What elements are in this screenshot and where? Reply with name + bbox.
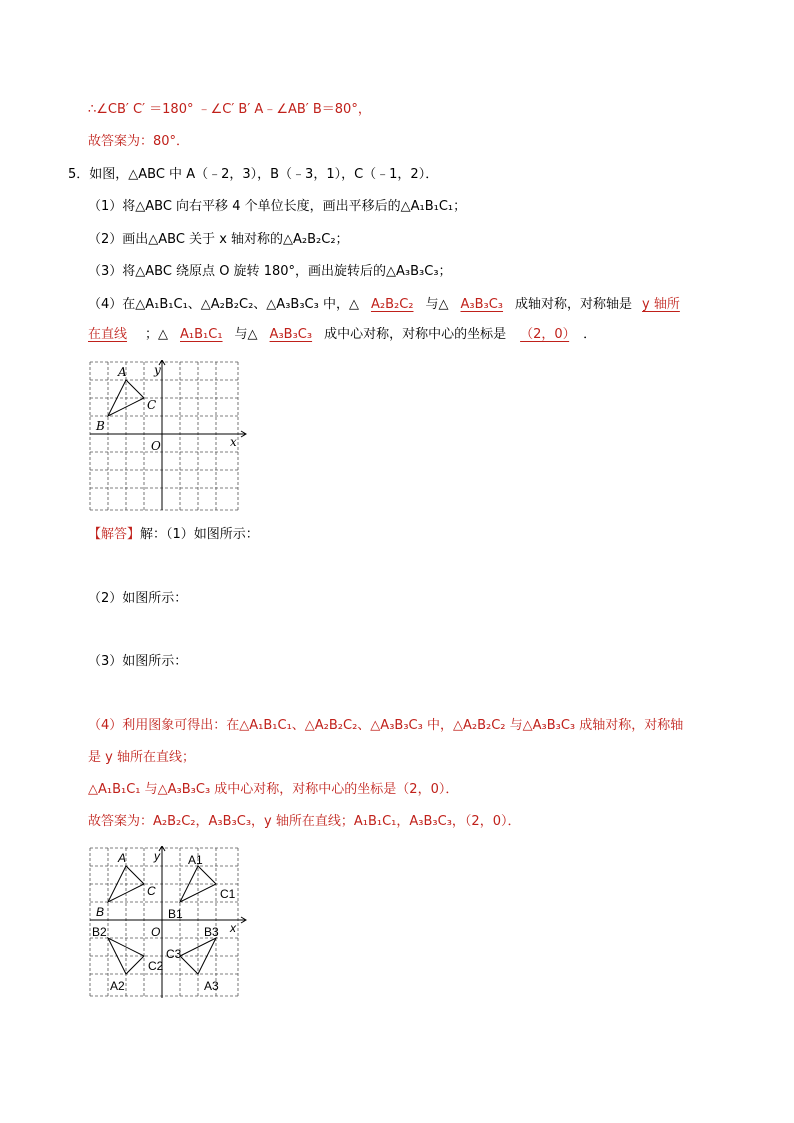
prev-answer-line: 故答案为：80°． bbox=[88, 134, 190, 149]
fig1-label-C: C bbox=[147, 398, 157, 412]
question-5-part-4-line2 bbox=[88, 326, 596, 344]
fig1-label-y: y bbox=[154, 363, 161, 377]
fig2-label-O: O bbox=[151, 925, 161, 939]
blank-axis-sym-2: A₃B₃C₃ bbox=[460, 297, 504, 312]
blank-axis-cont: 在直线 bbox=[88, 327, 128, 342]
fig2-label-y: y bbox=[154, 849, 160, 863]
prev-angle-line: ∴∠CB′ C′ ＝180° ﹣∠C′ B′ A﹣∠AB′ B＝80°， bbox=[88, 102, 371, 117]
p4-text-c: 成轴对称，对称轴是 bbox=[515, 297, 633, 312]
figure-2-grid bbox=[88, 846, 252, 1002]
answer-1-text: 解：（1）如图所示： bbox=[140, 527, 259, 542]
fig2-label-A: A bbox=[118, 851, 127, 865]
figure-1-grid bbox=[88, 360, 252, 514]
fig2-label-A2: A2 bbox=[110, 979, 125, 993]
question-5-part-2: （2）画出△ABC 关于 x 轴对称的△A₂B₂C₂； bbox=[88, 232, 349, 247]
fig2-label-B3: B3 bbox=[204, 925, 219, 939]
fig2-label-C3: C3 bbox=[166, 947, 182, 961]
fig2-label-A3: A3 bbox=[204, 979, 219, 993]
fig2-label-A1: A1 bbox=[188, 853, 203, 867]
answer-final bbox=[88, 813, 520, 831]
answer-part-1 bbox=[88, 526, 259, 544]
question-5-stem: 5．如图，△ABC 中 A（﹣2，3），B（﹣3，1），C（﹣1，2）． bbox=[68, 167, 439, 182]
answer-final-text: 故答案为：A₂B₂C₂，A₃B₃C₃，y 轴所在直线；A₁B₁C₁，A₃B₃C₃，（2，0）． bbox=[88, 814, 521, 829]
fig2-label-C2: C2 bbox=[148, 959, 164, 973]
question-5-part-1: （1）将△ABC 向右平移 4 个单位长度，画出平移后的△A₁B₁C₁； bbox=[88, 199, 467, 214]
p4-text-a: （4）在△A₁B₁C₁、△A₂B₂C₂、△A₃B₃C₃ 中，△ bbox=[88, 297, 359, 312]
p4-text-f: 成中心对称，对称中心的坐标是 bbox=[324, 327, 507, 342]
blank-axis-sym-1: A₂B₂C₂ bbox=[370, 297, 414, 312]
answer-part-3: （3）如图所示： bbox=[88, 654, 188, 669]
fig1-label-B: B bbox=[96, 419, 105, 433]
fig2-label-C: C bbox=[147, 884, 156, 898]
p4-text-d: ；△ bbox=[145, 327, 169, 342]
p4-text-g: ． bbox=[583, 327, 597, 342]
answer-part-4-line1: （4）利用图象可得出：在△A₁B₁C₁、△A₂B₂C₂、△A₃B₃C₃ 中，△A₂B₂C₂ 与△A₃B₃C₃ 成轴对称，对称轴 bbox=[88, 718, 684, 733]
fig2-label-B1: B1 bbox=[168, 907, 183, 921]
question-5-part-3: （3）将△ABC 绕原点 O 旋转 180°，画出旋转后的△A₃B₃C₃； bbox=[88, 264, 452, 279]
fig2-label-B: B bbox=[96, 905, 105, 919]
fig2-label-B2: B2 bbox=[92, 925, 107, 939]
fig2-label-C1: C1 bbox=[220, 887, 236, 901]
answer-part-4-line2: 是 y 轴所在直线； bbox=[88, 750, 195, 765]
p4-text-e: 与△ bbox=[234, 327, 258, 342]
answer-part-4-line3: △A₁B₁C₁ 与△A₃B₃C₃ 成中心对称，对称中心的坐标是（2，0）． bbox=[88, 782, 459, 797]
blank-center-sym-1: A₁B₁C₁ bbox=[180, 327, 223, 342]
fig1-label-A: A bbox=[118, 365, 127, 379]
answer-tag: 【解答】 bbox=[88, 527, 141, 542]
fig1-label-O: O bbox=[151, 439, 161, 453]
question-5-part-4-line1 bbox=[88, 296, 680, 314]
fig2-label-x: x bbox=[230, 921, 236, 935]
answer-part-2: （2）如图所示： bbox=[88, 591, 188, 606]
blank-center-sym-2: A₃B₃C₃ bbox=[269, 327, 313, 342]
blank-axis: y 轴所 bbox=[642, 297, 680, 312]
p4-text-b: 与△ bbox=[425, 297, 449, 312]
blank-center-coord: （2，0） bbox=[520, 327, 570, 342]
fig1-label-x: x bbox=[230, 435, 237, 449]
